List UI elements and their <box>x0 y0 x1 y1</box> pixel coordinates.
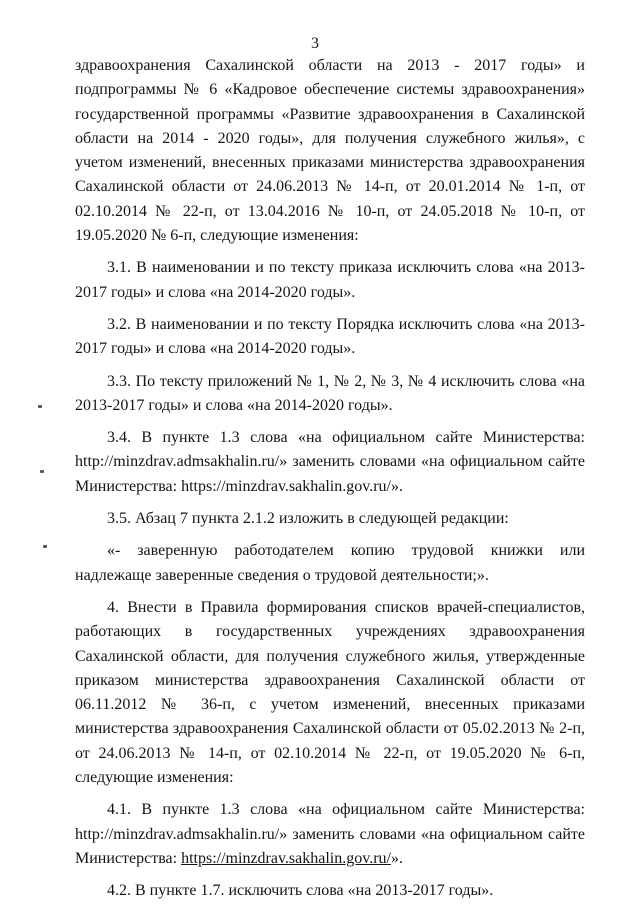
paragraph-3-5: 3.5. Абзац 7 пункта 2.1.2 изложить в следующей редакции: <box>107 510 509 528</box>
paragraph-4-1-text: 4.1. В пункте 1.3 слова «на официальном сайте Министерства: http://minzdrav.admsakhalin.ru/» заменить словами «на официальном сайте Министерства: <box>75 801 585 867</box>
scan-speck <box>38 405 42 408</box>
paragraph-4-2: 4.2. В пункте 1.7. исключить слова «на 2013-2017 годы». <box>107 882 494 900</box>
paragraph-4-1-tail: ». <box>390 849 403 867</box>
page-number: 3 <box>311 35 319 52</box>
paragraph-3-3: 3.3. По тексту приложений № 1, № 2, № 3, № 4 исключить слова «на 2013-2017 годы» и слова «на 2014-2020 годы». <box>75 372 585 414</box>
paragraph-3-2: 3.2. В наименовании и по тексту Порядка исключить слова «на 2013-2017 годы» и слова «на 2014-2020 годы». <box>75 315 585 358</box>
paragraph-4: 4. Внести в Правила формирования списков врачей-специалистов, работающих в государственных учреждениях здравоохранения Сахалинской области, для получения служебного жилья, утвержденные приказом министерства здравоохранения Сахалинской области от 06.11.2012 № 36-п, с учетом изменений, внесенных приказами министерства здравоохранения Сахалинской области от 05.02.2013 № 2-п, от 24.06.2013 № 14-п, от 02.10.2014 № 22-п, от 19.05.2020 № 6-п, следующие изменения: <box>75 598 585 787</box>
paragraph-3-4: 3.4. В пункте 1.3 слова «на официальном сайте Министерства: http://minzdrav.admsakhalin.ru/» заменить словами «на официальном сайте Министерства: https://minzdrav.sakhalin.gov.ru/». <box>75 429 585 495</box>
paragraph-3-5-quote: «- заверенную работодателем копию трудовой книжки или надлежаще заверенные сведения о трудовой деятельности;». <box>75 542 585 584</box>
paragraph-4-1 <box>75 798 585 871</box>
scan-speck <box>40 470 44 473</box>
ministry-site-link[interactable]: https://minzdrav.sakhalin.gov.ru/ <box>181 849 391 867</box>
scan-speck <box>43 545 47 548</box>
paragraph-intro: здравоохранения Сахалинской области на 2013 - 2017 годы» и подпрограммы № 6 «Кадровое обеспечение системы здравоохранения» государственной программы «Развитие здравоохранения в Сахалинской области на 2014 - 2020 годы», для получения служебного жилья», с учетом изменений, внесенных приказами министерства здравоохранения Сахалинской области от 24.06.2013 № 14-п, от 20.01.2014 № 1-п, от 02.10.2014 № 22-п, от 13.04.2016 № 10-п, от 24.05.2018 № 10-п, от 19.05.2020 № 6-п, следующие изменения: <box>75 57 585 245</box>
paragraph-3-1: 3.1. В наименовании и по тексту приказа исключить слова «на 2013-2017 годы» и слова «на 2014-2020 годы». <box>75 259 585 301</box>
document-body <box>75 54 585 904</box>
